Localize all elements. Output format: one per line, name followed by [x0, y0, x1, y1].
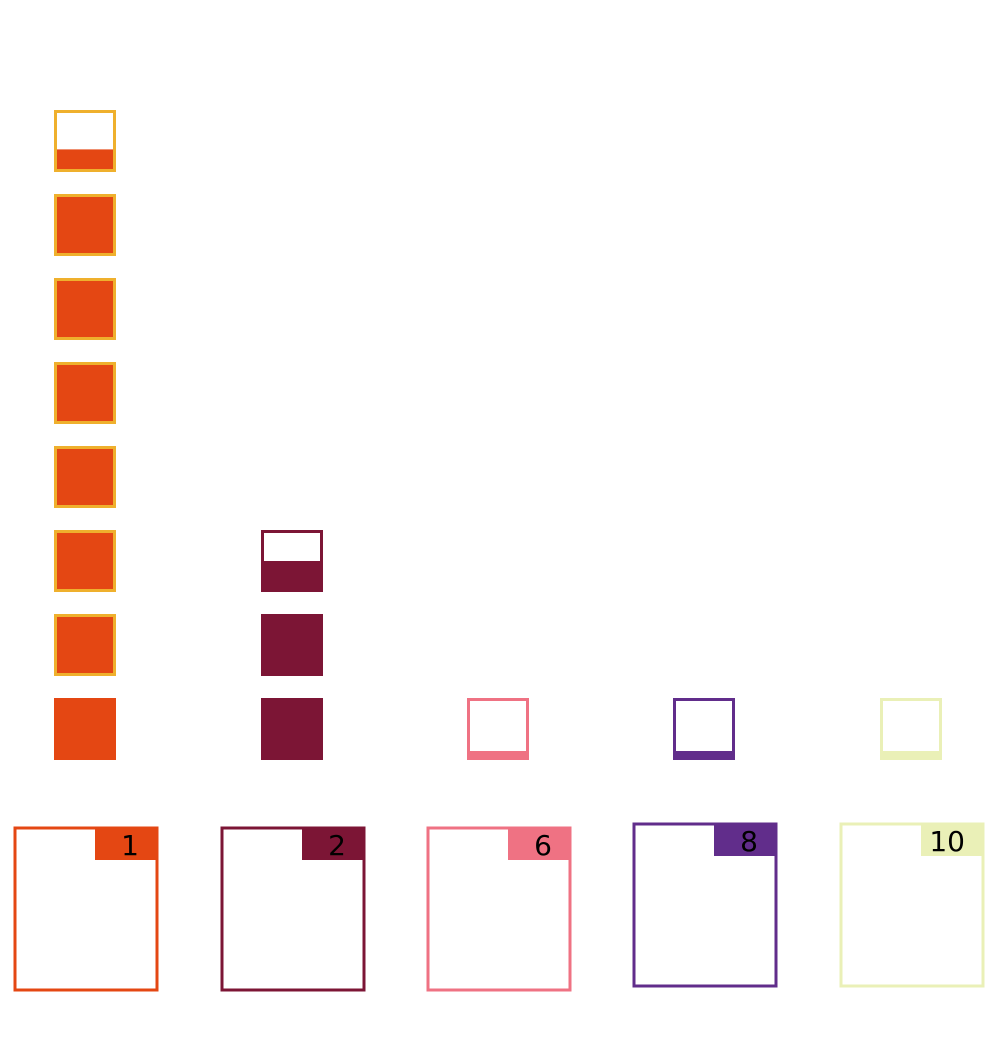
- unit-square-fill: [54, 698, 116, 760]
- category-label: 2: [328, 829, 346, 862]
- series-10: [841, 700, 983, 987]
- unit-square-fill: [261, 698, 323, 760]
- series-8: [634, 700, 776, 987]
- category-label: 6: [534, 829, 552, 862]
- series-2: [222, 532, 364, 991]
- unit-square-partial-fill: [57, 149, 113, 169]
- series-6: [428, 700, 570, 991]
- unit-square-fill: [57, 281, 113, 337]
- unit-square-fill: [264, 617, 320, 673]
- unit-square-partial-fill: [883, 751, 939, 757]
- unit-square-fill: [57, 617, 113, 673]
- unit-square-fill: [57, 197, 113, 253]
- unit-square-fill: [57, 365, 113, 421]
- unit-square-partial-fill: [470, 751, 526, 757]
- unit-square-partial-fill: [676, 751, 732, 757]
- unit-square-outline: [882, 700, 941, 759]
- category-label: 10: [929, 825, 965, 858]
- category-label: 8: [740, 825, 758, 858]
- unit-square-partial-fill: [264, 561, 320, 589]
- category-label: 1: [121, 829, 139, 862]
- unit-square-fill: [57, 449, 113, 505]
- unit-square-fill: [57, 533, 113, 589]
- unit-square-outline: [675, 700, 734, 759]
- unit-square-outline: [469, 700, 528, 759]
- series-1: [15, 112, 157, 991]
